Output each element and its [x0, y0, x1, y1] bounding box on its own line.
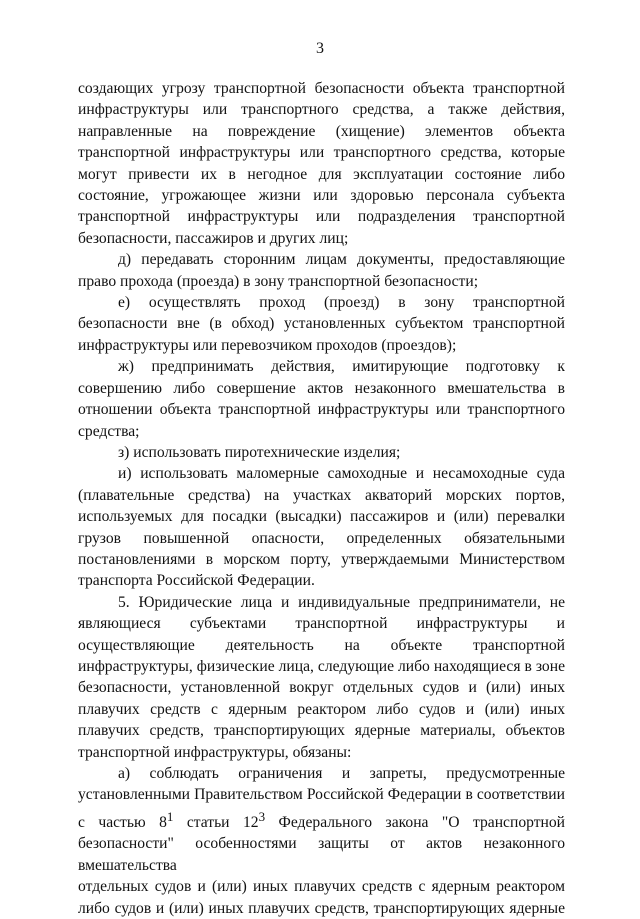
page-number: 3 [316, 40, 324, 57]
document-body [78, 78, 565, 919]
paragraph-item-i: и) использовать маломерные самоходные и несамоходные суда (плавательные средства) на участках акваторий морских портов, используемых для посадки (высадки) пассажиров и (или) перевалки грузов повышенной опасности, определенных обязательными постановлениями в морском порту, утверждаемыми Министерством транспорта Российской Федерации. [78, 465, 565, 590]
paragraph-item-z: з) использовать пиротехнические изделия; [118, 443, 401, 461]
text-fragment: Федерального закона "О транспортной [265, 814, 566, 831]
paragraph-item-d: д) передавать сторонним лицам документы, предоставляющие право прохода (проезда) в зону транспортной безопасности; [78, 251, 565, 290]
paragraph-item-a [78, 763, 565, 919]
item-a-line: безопасности" особенностями защиты от актов незаконного вмешательства [78, 835, 565, 874]
item-a-line: а) соблюдать ограничения и запреты, предусмотренные [118, 765, 565, 782]
item-a-line: установленными Правительством Российской Федерации в соответствии [78, 786, 565, 804]
text-fragment: статьи 12 [173, 814, 259, 831]
item-a-line-with-references [78, 806, 565, 834]
superscript: 1 [166, 808, 174, 824]
superscript: 3 [258, 808, 266, 824]
paragraph-item-zh: ж) предпринимать действия, имитирующие подготовку к совершению либо совершение актов незаконного вмешательства в отношении объекта транспортной инфраструктуры или транспортного средства; [78, 358, 565, 440]
item-a-line: отдельных судов и (или) иных плавучих средств с ядерным реактором [78, 878, 565, 896]
paragraph-continued: создающих угрозу транспортной безопасности объекта транспортной инфраструктуры или транспортного средства, а также действия, направленные на повреждение (хищение) элементов объекта транспортной инфраструктуры или транспортного средства, которые могут привести их в негодное для эксплуатации состояние либо состояние, угрожающее жизни или здоровью персонала субъекта транспортной инфраструктуры или подразделения транспортной безопасности, пассажиров и других лиц; [78, 80, 565, 247]
paragraph-item-e: е) осуществлять проход (проезд) в зону транспортной безопасности вне (в обход) установленных субъектом транспортной инфраструктуры или перевозчиком проходов (проездов); [78, 294, 565, 354]
item-a-line: либо судов и (или) иных плавучих средств, транспортирующих ядерные [78, 899, 565, 917]
paragraph-section-5: 5. Юридические лица и индивидуальные предприниматели, не являющиеся субъектами транспортной инфраструктуры и осуществляющие деятельность на объекте транспортной инфраструктуры, физические лица, следующие либо находящиеся в зоне безопасности, установленной вокруг отдельных судов и (или) иных плавучих средств с ядерным реактором либо судов и (или) иных плавучих средств, транспортирующих ядерные материалы, объектов транспортной инфраструктуры, обязаны: [78, 593, 565, 761]
text-fragment: с частью 8 [78, 814, 167, 831]
